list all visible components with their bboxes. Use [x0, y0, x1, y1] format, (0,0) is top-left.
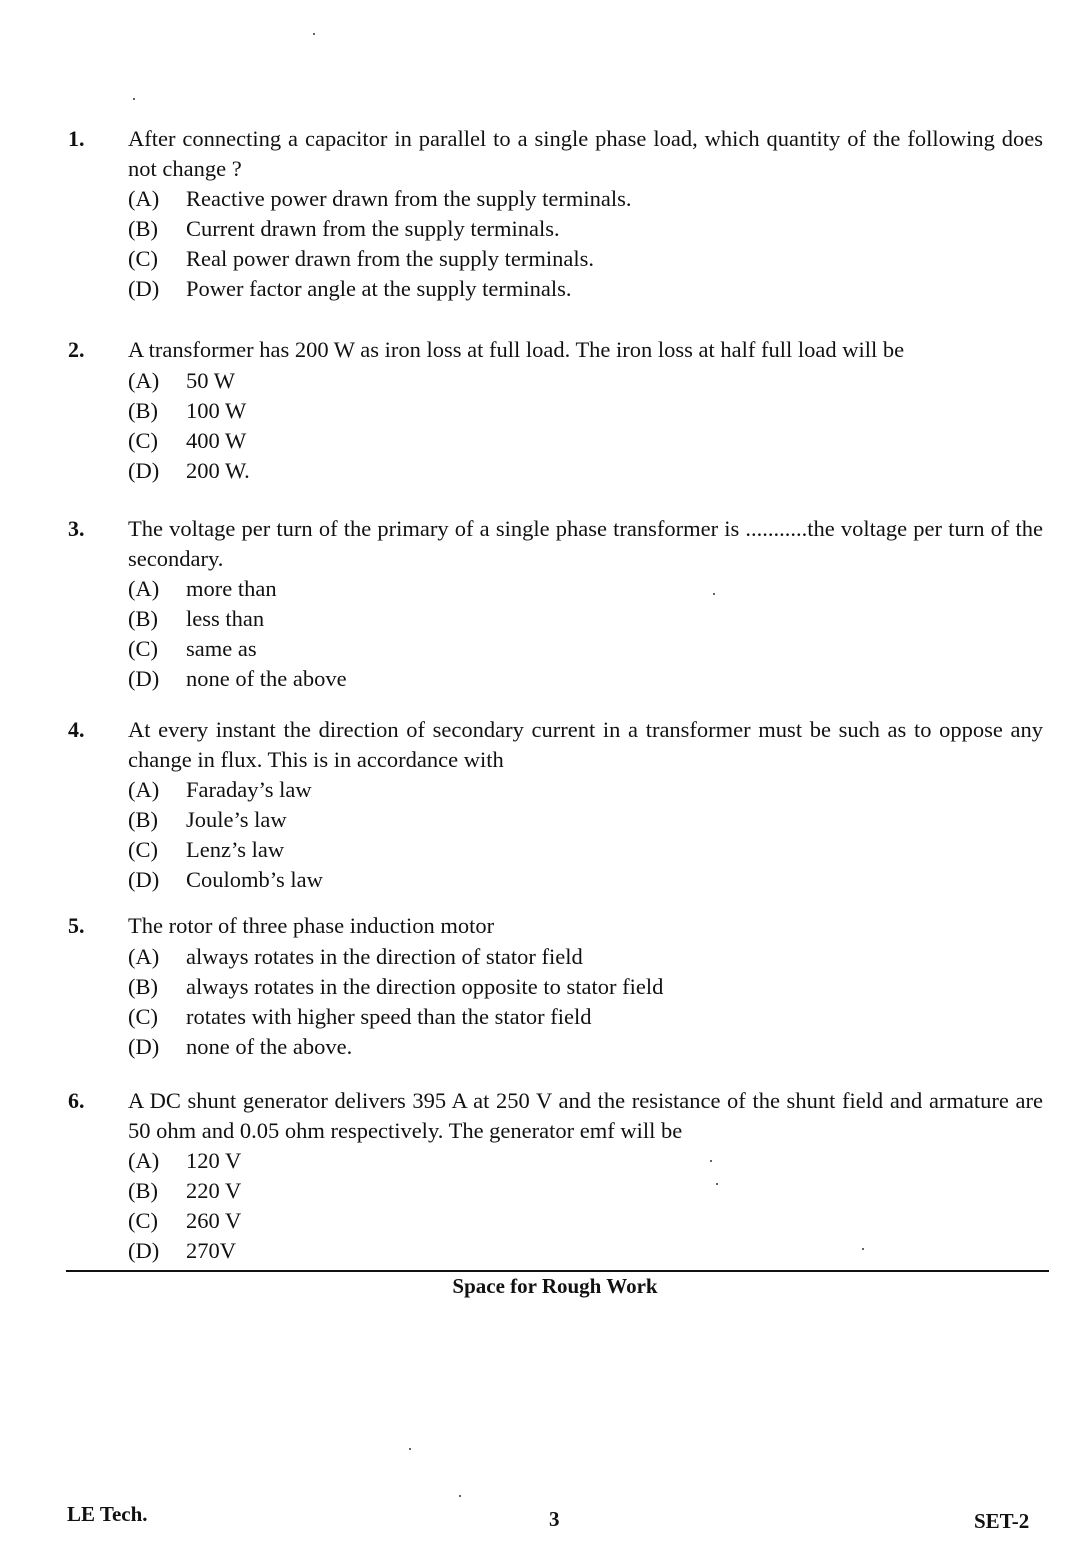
- option-label: (D): [128, 1238, 160, 1263]
- question-number: 4.: [68, 717, 85, 742]
- question-text: The rotor of three phase induction motor: [128, 913, 495, 938]
- option-label: (A): [128, 943, 160, 969]
- option-d: [128, 1032, 1043, 1062]
- option-label: (A): [128, 1148, 160, 1173]
- option-a: [128, 942, 1043, 972]
- option-c: [128, 634, 1043, 664]
- option-label: (A): [128, 576, 160, 601]
- option-text: 260 V: [186, 1208, 242, 1233]
- option-text: none of the above.: [186, 1033, 353, 1059]
- option-c: [128, 835, 1043, 865]
- option-label: (B): [128, 1178, 158, 1203]
- option-d: [128, 664, 1043, 694]
- rough-work-heading: Space for Rough Work: [452, 1274, 658, 1298]
- option-b: [128, 805, 1043, 835]
- option-text: Reactive power drawn from the supply terminals.: [186, 186, 632, 211]
- scan-speck: [409, 1448, 411, 1450]
- scan-speck: [862, 1248, 864, 1250]
- option-c: [128, 1206, 1043, 1236]
- option-label: (B): [128, 807, 158, 832]
- option-a: [128, 574, 1043, 604]
- option-label: (C): [128, 837, 158, 862]
- option-text: always rotates in the direction opposite to stator field: [186, 973, 664, 999]
- question-3: [68, 514, 1043, 694]
- option-list: [128, 184, 1043, 304]
- question-text: After connecting a capacitor in parallel to a single phase load, which quantity of the following does not change ?: [128, 126, 1043, 181]
- option-d: [128, 865, 1043, 895]
- option-d: [128, 274, 1043, 304]
- option-c: [128, 244, 1043, 274]
- option-label: (D): [128, 666, 160, 691]
- scan-speck: [313, 33, 315, 35]
- scan-speck: [710, 1160, 712, 1162]
- option-b: [128, 1176, 1043, 1206]
- option-label: (A): [128, 777, 160, 802]
- option-text: Power factor angle at the supply terminals.: [186, 276, 572, 301]
- question-text: A DC shunt generator delivers 395 A at 250 V and the resistance of the shunt field and armature are 50 ohm and 0.05 ohm respectively. The generator emf will be: [128, 1088, 1043, 1143]
- question-number: 1.: [68, 126, 85, 151]
- option-text: more than: [186, 576, 277, 601]
- question-number: 6.: [68, 1088, 85, 1113]
- option-label: (D): [128, 276, 160, 301]
- option-label: (A): [128, 186, 160, 211]
- option-label: (B): [128, 216, 158, 241]
- scan-speck: [716, 1183, 718, 1185]
- option-text: Real power drawn from the supply terminals.: [186, 246, 595, 271]
- option-a: [128, 775, 1043, 805]
- option-c: [128, 426, 1043, 456]
- question-number: 3.: [68, 516, 85, 541]
- footer-set-label: SET-2: [974, 1509, 1030, 1533]
- option-label: (B): [128, 397, 158, 423]
- question-6: [68, 1086, 1043, 1266]
- option-d: [128, 456, 1043, 486]
- option-list: [128, 366, 1043, 486]
- option-label: (B): [128, 606, 158, 631]
- option-text: same as: [186, 636, 257, 661]
- question-text: At every instant the direction of secondary current in a transformer must be such as to oppose any change in flux. This is in accordance with: [128, 717, 1043, 772]
- option-text: less than: [186, 606, 265, 631]
- question-4: [68, 715, 1043, 895]
- option-a: [128, 1146, 1043, 1176]
- option-label: (C): [128, 246, 158, 271]
- question-1: [68, 124, 1043, 304]
- question-number: 5.: [68, 913, 85, 938]
- option-label: (C): [128, 427, 158, 453]
- option-a: [128, 366, 1043, 396]
- option-text: none of the above: [186, 666, 347, 691]
- option-label: (D): [128, 867, 160, 892]
- footer-course-label: LE Tech.: [67, 1502, 148, 1526]
- scan-speck: [713, 593, 715, 595]
- footer-page-number: 3: [549, 1507, 560, 1531]
- option-text: Joule’s law: [186, 807, 287, 832]
- option-text: Faraday’s law: [186, 777, 312, 802]
- option-b: [128, 972, 1043, 1002]
- option-b: [128, 396, 1043, 426]
- option-text: Current drawn from the supply terminals.: [186, 216, 560, 241]
- option-label: (D): [128, 457, 160, 483]
- question-text: The voltage per turn of the primary of a single phase transformer is ...........the voltage per turn of the secondary.: [128, 516, 1043, 571]
- scan-speck: [459, 1495, 461, 1497]
- option-text: Coulomb’s law: [186, 867, 323, 892]
- option-b: [128, 604, 1043, 634]
- option-label: (D): [128, 1033, 160, 1059]
- question-text: A transformer has 200 W as iron loss at full load. The iron loss at half full load will be: [128, 337, 905, 362]
- question-number: 2.: [68, 337, 85, 362]
- option-list: [128, 1146, 1043, 1266]
- option-text: always rotates in the direction of stator field: [186, 943, 583, 969]
- option-label: (C): [128, 636, 158, 661]
- option-text: 270V: [186, 1238, 236, 1263]
- option-list: [128, 574, 1043, 694]
- option-text: 120 V: [186, 1148, 242, 1173]
- option-label: (C): [128, 1208, 158, 1233]
- option-text: 50 W: [186, 367, 235, 393]
- option-label: (B): [128, 973, 158, 999]
- option-text: 100 W: [186, 397, 247, 423]
- option-text: Lenz’s law: [186, 837, 285, 862]
- option-label: (C): [128, 1003, 158, 1029]
- option-d: [128, 1236, 1043, 1266]
- option-b: [128, 214, 1043, 244]
- option-a: [128, 184, 1043, 214]
- option-text: 220 V: [186, 1178, 242, 1203]
- option-list: [128, 775, 1043, 895]
- option-label: (A): [128, 367, 160, 393]
- option-text: rotates with higher speed than the stator field: [186, 1003, 592, 1029]
- option-c: [128, 1002, 1043, 1032]
- scan-speck: [133, 98, 135, 100]
- question-2: [68, 335, 1043, 486]
- question-5: [68, 911, 1043, 1062]
- option-text: 400 W: [186, 427, 247, 453]
- option-list: [128, 942, 1043, 1062]
- option-text: 200 W.: [186, 457, 250, 483]
